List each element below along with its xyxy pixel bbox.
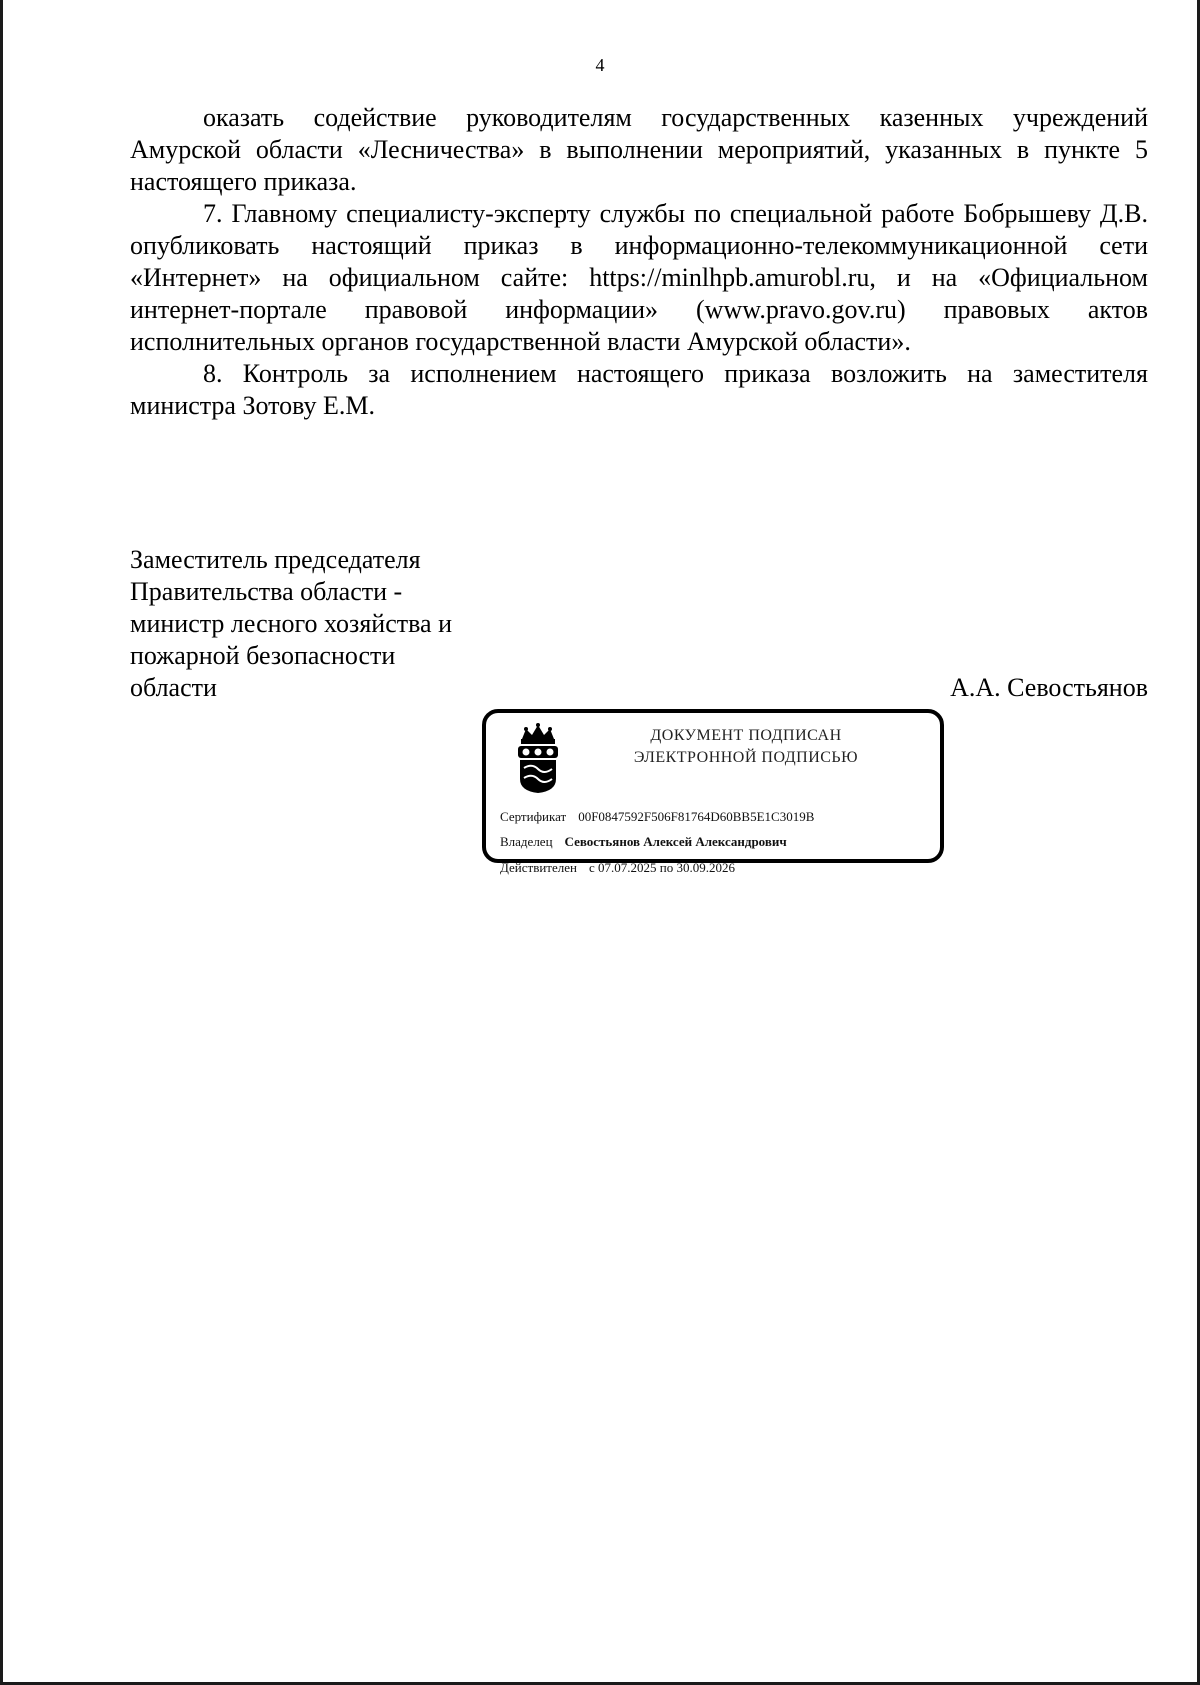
paragraph-item-7: 7. Главному специалисту-эксперту службы по специальной работе Бобрышеву Д.В. опубликовать настоящий приказ в информационно-телекоммуникационной сети «Интернет» на официальном сайте: https://minlhpb.amurobl.ru, и на «Официальном интернет-портале правовой информации» (www.pravo.gov.ru) правовых актов исполнительных органов государственной власти Амурской области». bbox=[130, 199, 1148, 356]
paragraph-item-8: 8. Контроль за исполнением настоящего приказа возложить на заместителя министра Зотову Е.М. bbox=[130, 359, 1148, 420]
electronic-signature-stamp bbox=[482, 709, 944, 875]
validity-label: Действителен bbox=[500, 860, 577, 875]
signatory-title-line: пожарной безопасности bbox=[130, 641, 396, 670]
signature-block bbox=[130, 544, 1148, 704]
owner-value: Севостьянов Алексей Александрович bbox=[564, 834, 787, 849]
stamp-header-line: ЭЛЕКТРОННОЙ ПОДПИСЬЮ bbox=[633, 749, 859, 766]
document-body bbox=[130, 102, 1148, 422]
certificate-label: Сертификат bbox=[500, 809, 567, 824]
signatory-title-line: Заместитель председателя bbox=[130, 545, 421, 574]
certificate-row bbox=[500, 809, 814, 825]
coat-of-arms-icon bbox=[514, 723, 562, 795]
paragraph-continuation: оказать содействие руководителям государственных казенных учреждений Амурской области «Лесничества» в выполнении мероприятий, указанных в пункте 5 настоящего приказа. bbox=[130, 103, 1148, 196]
certificate-value: 00F0847592F506F81764D60BB5E1C3019B bbox=[578, 809, 815, 824]
validity-row bbox=[500, 860, 735, 876]
scan-edge-left bbox=[0, 0, 3, 1685]
validity-value: с 07.07.2025 по 30.09.2026 bbox=[588, 860, 735, 875]
page-number: 4 bbox=[595, 55, 605, 75]
signatory-title-line: министр лесного хозяйства и bbox=[130, 609, 452, 638]
stamp-header-line: ДОКУМЕНТ ПОДПИСАН bbox=[650, 727, 842, 744]
signatory-name: А.А. Севостьянов bbox=[950, 673, 1148, 702]
owner-row bbox=[500, 834, 787, 850]
stamp-header bbox=[586, 725, 906, 769]
owner-label: Владелец bbox=[500, 834, 553, 849]
signatory-title-line: области bbox=[130, 673, 217, 702]
signatory-title-line: Правительства области - bbox=[130, 577, 403, 606]
